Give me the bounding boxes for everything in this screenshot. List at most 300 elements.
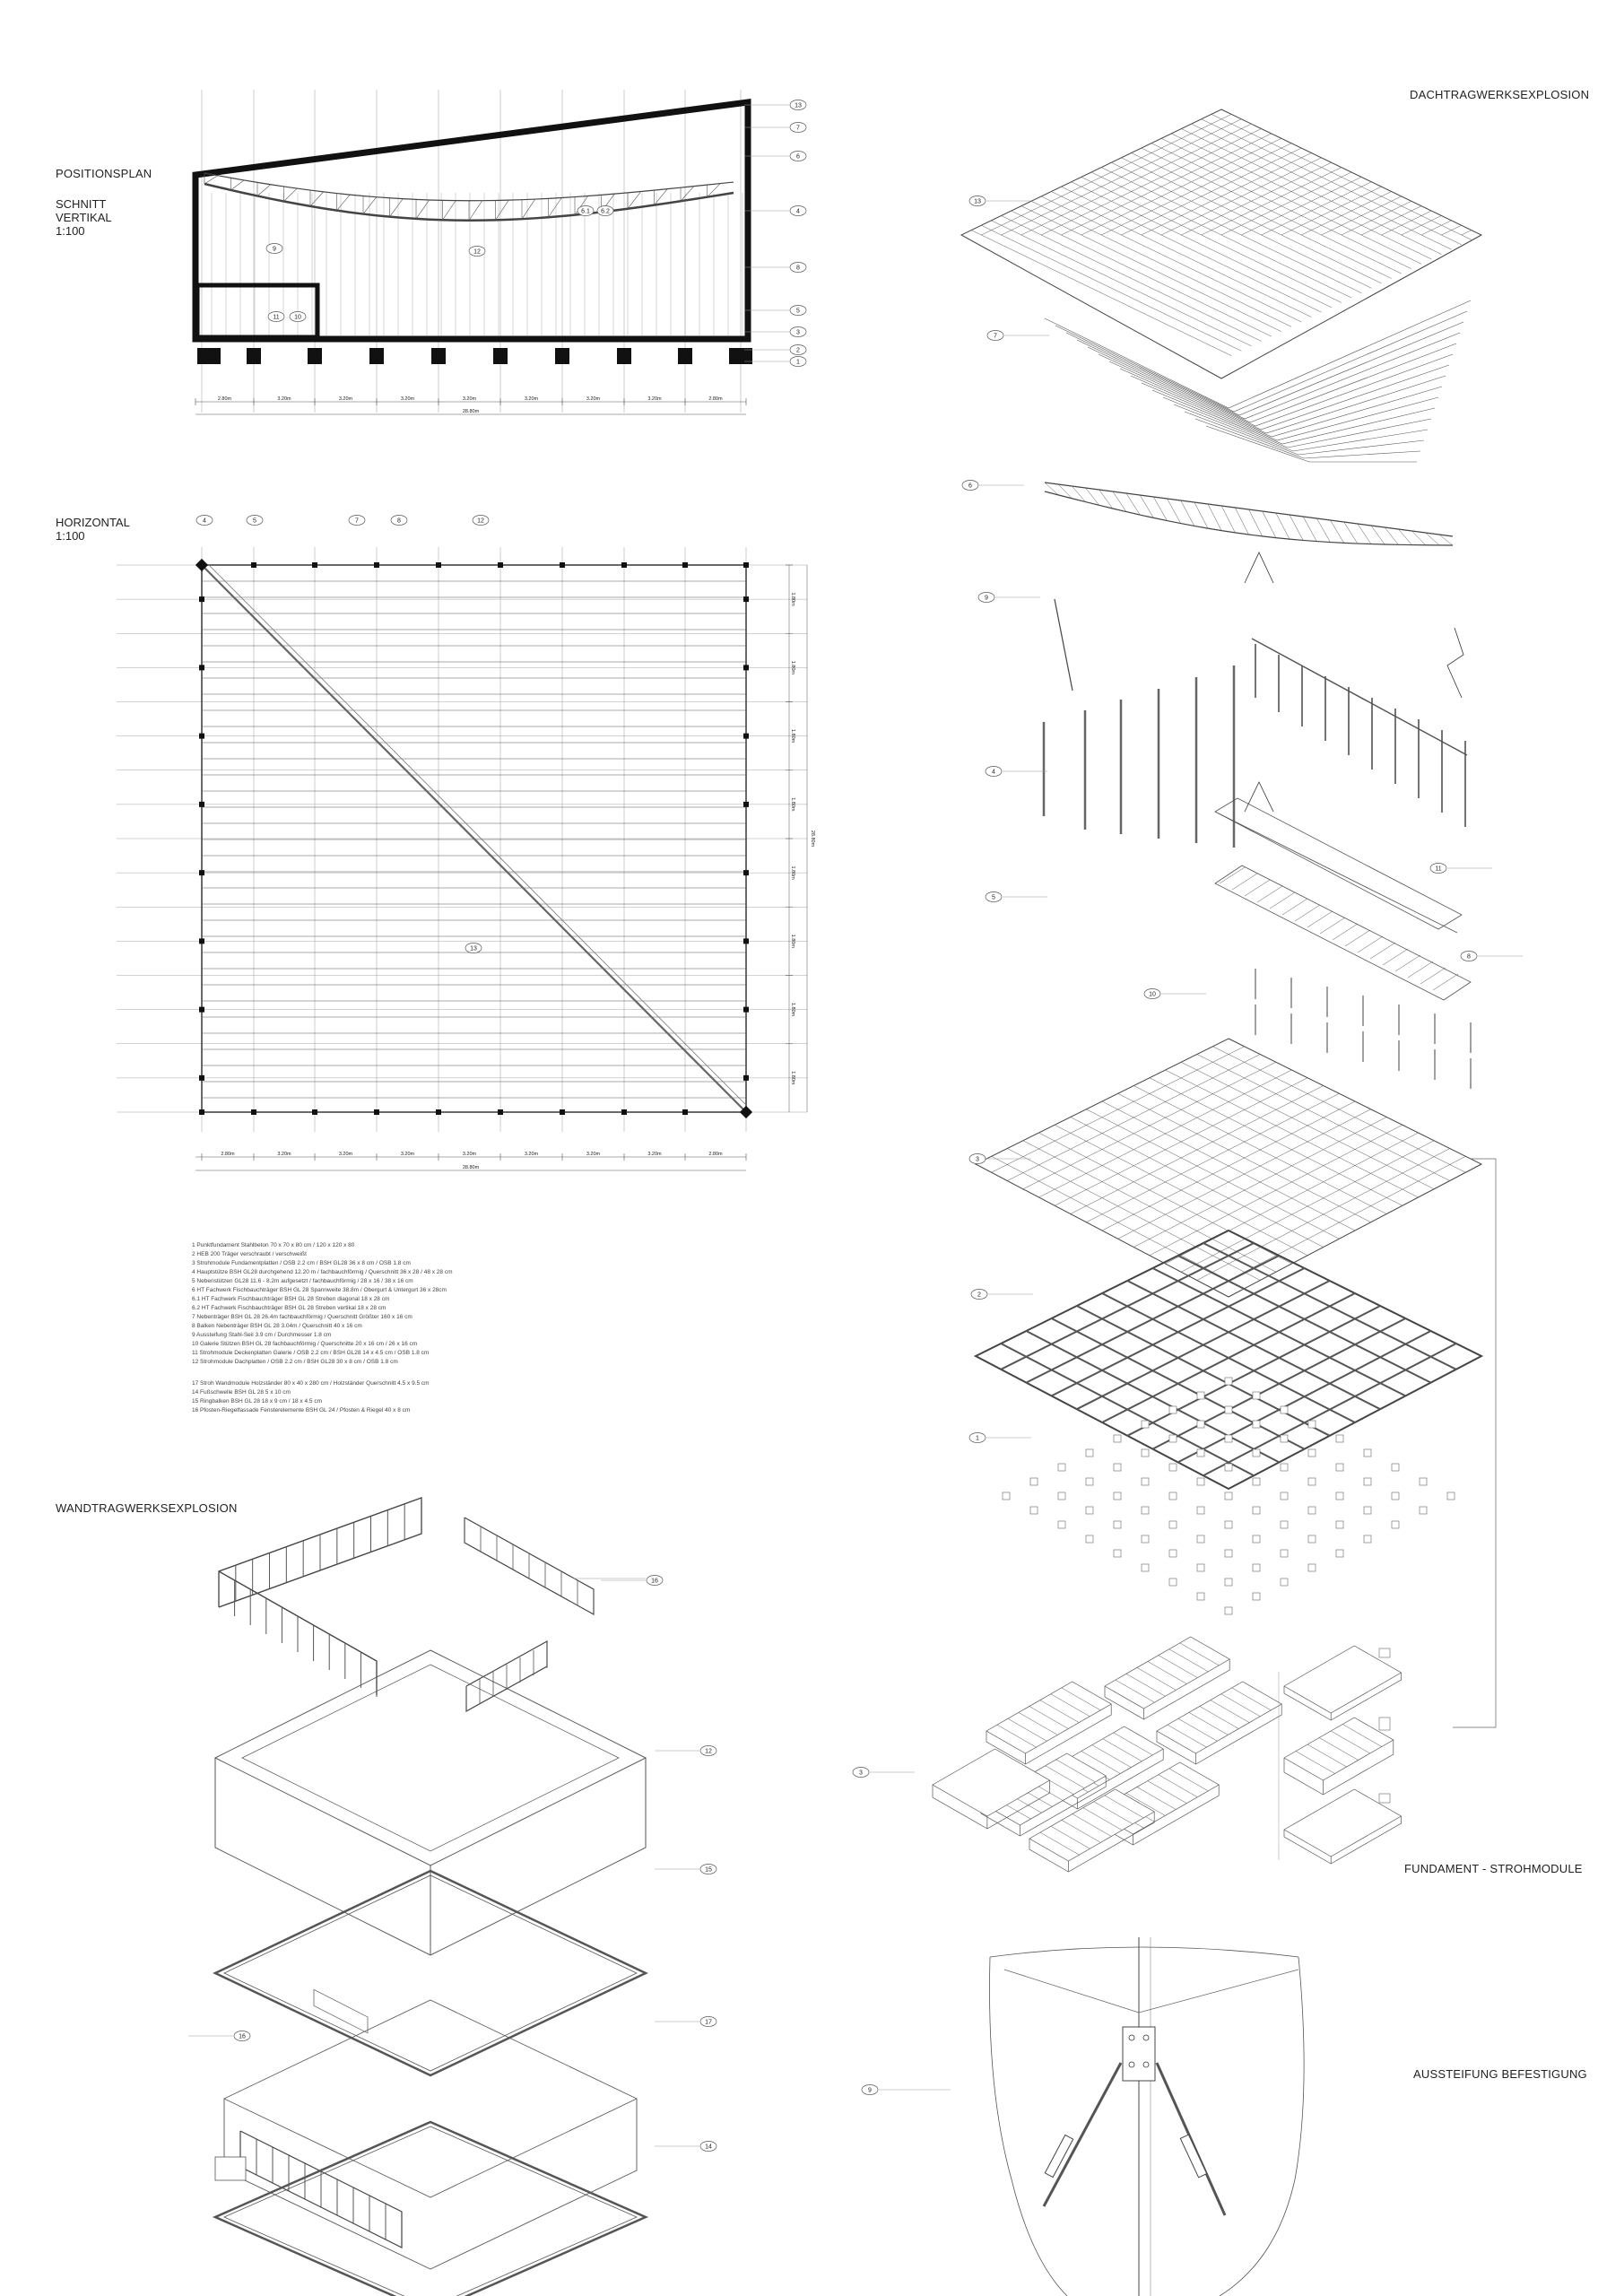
point-foundation: [1114, 1492, 1121, 1500]
secondary-beam: [1142, 383, 1438, 440]
gallery-joist: [1370, 943, 1395, 959]
point-foundation: [1169, 1406, 1177, 1413]
dimension-value: 2.80m: [221, 1152, 235, 1157]
secondary-beam: [1088, 344, 1456, 422]
truss-diagonal: [1371, 526, 1385, 544]
legend-item: 3 Strohmodule Fundamentplatten / OSB 2.2 cm / BSH GL28 36 x 8 cm / OSB 1.8 cm: [192, 1260, 411, 1266]
column: [743, 562, 749, 568]
point-foundation: [1281, 1578, 1288, 1586]
plan-marker: 8: [397, 517, 401, 525]
point-foundation: [1253, 1449, 1260, 1457]
detail-marker: 9: [868, 2087, 872, 2094]
truss-diagonal: [416, 200, 430, 219]
truss-diagonal: [310, 192, 324, 206]
dimension-value: 3.20m: [647, 1152, 662, 1157]
roof-board: [1062, 134, 1272, 235]
foundation-block: [493, 348, 508, 364]
gallery-frame: [1215, 865, 1471, 1000]
truss-diagonal: [1385, 527, 1398, 544]
module-joint-piece: [1379, 1718, 1390, 1730]
foundation-block: [431, 348, 446, 364]
roof-explosion-drawing: [853, 109, 1523, 1778]
truss-diagonal: [469, 201, 482, 221]
column: [312, 1109, 317, 1115]
roof-marker: 5: [992, 894, 995, 901]
bolt: [1129, 2035, 1134, 2040]
dimension-value: 3.20m: [400, 1152, 415, 1157]
point-foundation: [1308, 1535, 1316, 1543]
point-foundation: [1253, 1507, 1260, 1514]
point-foundation: [1420, 1507, 1427, 1514]
column: [743, 802, 749, 807]
roof-board: [1381, 211, 1431, 235]
point-foundation: [1336, 1435, 1343, 1442]
turnbuckle: [1045, 2135, 1073, 2177]
column: [560, 562, 565, 568]
gallery-deck-top: [1215, 798, 1462, 929]
point-foundation: [1197, 1421, 1204, 1428]
column: [560, 1109, 565, 1115]
gallery-joist: [1270, 892, 1295, 909]
positionsplan-title: POSITIONSPLAN: [56, 167, 152, 180]
foundation-block: [197, 348, 221, 364]
roof-board: [981, 225, 1241, 351]
point-foundation: [1308, 1478, 1316, 1485]
roof-board: [1342, 201, 1411, 235]
legend-item: 16 Pfosten-Riegelfassade Fensterelemente BSH GL 24 / Pfosten & Riegel 40 x 8 cm: [192, 1407, 411, 1413]
assembly-arrow: [1245, 552, 1273, 583]
dimension-value: 1.80m: [790, 865, 795, 880]
point-foundation: [1142, 1421, 1149, 1428]
dimension-value: 2.80m: [708, 396, 723, 402]
legend-item: 2 HEB 200 Träger verschraubt / verschweißt: [192, 1251, 307, 1257]
column: [743, 596, 749, 602]
dimension-value: 1.80m: [790, 660, 795, 675]
roof-marker: 4: [992, 769, 995, 776]
truss-diagonal: [1126, 493, 1140, 515]
point-foundation: [1281, 1406, 1288, 1413]
dimension-value: 1.80m: [790, 797, 795, 812]
secondary-beam: [1109, 361, 1449, 430]
legend-gap: [192, 1367, 658, 1379]
truss-diagonal: [1208, 504, 1221, 531]
point-foundation: [1225, 1435, 1232, 1442]
section-drawing: [195, 90, 806, 414]
point-foundation: [1114, 1521, 1121, 1528]
point-foundation: [1169, 1492, 1177, 1500]
bolt: [1143, 2062, 1149, 2067]
foundation-title: FUNDAMENT - STROHMODULE: [1404, 1862, 1583, 1875]
wall-marker: 12: [705, 1748, 712, 1755]
wall-opening: [314, 1989, 368, 2033]
point-foundation: [1336, 1550, 1343, 1557]
dimension-value: 1.80m: [790, 934, 795, 949]
truss-diagonal: [1249, 509, 1263, 536]
plan-marker: 12: [477, 517, 484, 525]
column: [199, 1007, 204, 1013]
point-foundation: [1392, 1521, 1399, 1528]
section-scale: 1:100: [56, 224, 85, 238]
dimension-total: 28.80m: [462, 1165, 480, 1170]
dimension-value: 3.20m: [277, 396, 291, 402]
truss-diagonal: [204, 176, 218, 184]
column: [743, 665, 749, 670]
column: [498, 1109, 503, 1115]
dimension-value: 1.80m: [790, 592, 795, 606]
legend-item: 8 Balken Nebenträger BSH GL 28 3.04m / Querschnitt 40 x 16 cm: [192, 1323, 362, 1329]
dimension-value: 2.80m: [217, 396, 232, 402]
point-foundation: [1308, 1449, 1316, 1457]
column: [374, 562, 379, 568]
point-foundation: [1281, 1435, 1288, 1442]
foundation-block: [555, 348, 569, 364]
truss-diagonal: [363, 197, 377, 214]
module-joint: [1212, 1156, 1465, 1289]
column: [436, 1109, 441, 1115]
roof-marker: 11: [1435, 865, 1442, 873]
lower-wall-sides: [224, 2099, 637, 2269]
point-foundation: [1308, 1421, 1316, 1428]
point-foundation: [1058, 1492, 1065, 1500]
dimension-value: 1.80m: [790, 728, 795, 744]
column: [743, 938, 749, 944]
gallery-box: [197, 285, 317, 337]
gallery-joist: [1433, 974, 1458, 990]
module-joint: [992, 1156, 1245, 1289]
wall-marker: 17: [705, 2019, 712, 2026]
roof-board: [1262, 182, 1372, 235]
truss-diagonal: [1398, 529, 1411, 545]
column: [199, 870, 204, 875]
point-foundation: [1308, 1507, 1316, 1514]
roof-board: [991, 221, 1251, 346]
column: [682, 1109, 688, 1115]
column: [199, 802, 204, 807]
detail-beam: [1004, 1970, 1139, 2013]
point-foundation: [1253, 1421, 1260, 1428]
point-foundation: [1086, 1449, 1093, 1457]
column: [743, 734, 749, 739]
point-foundation: [1003, 1492, 1010, 1500]
dimension-total: 28.80m: [462, 409, 480, 414]
legend-item: 1 Punktfundament Stahlbeton 70 x 70 x 80 cm / 120 x 120 x 80: [192, 1242, 355, 1248]
module-joint-piece: [1379, 1794, 1390, 1803]
truss-diagonal: [337, 195, 351, 211]
dimension-value: 1.80m: [790, 1002, 795, 1017]
foundation-block: [369, 348, 384, 364]
point-foundation: [1030, 1507, 1038, 1514]
section-marker: 6: [796, 153, 800, 161]
legend-item: 11 Strohmodule Deckenplatten Galerie / OSB 2.2 cm / BSH GL28 14 x 4.5 cm / OSB 1.8 cm: [192, 1350, 430, 1356]
dimension-value: 3.20m: [586, 396, 601, 402]
column: [312, 562, 317, 568]
section-label: 9: [273, 246, 276, 253]
sill-beam-outer: [215, 2122, 646, 2296]
module-joint: [1055, 1125, 1307, 1256]
wall-marker: 16: [651, 1578, 658, 1585]
section-marker: 1: [796, 359, 800, 366]
truss-diagonal: [1412, 531, 1426, 545]
column: [374, 1109, 379, 1115]
roof-board: [1221, 172, 1351, 235]
point-foundation: [1114, 1550, 1121, 1557]
module-joint: [1133, 1118, 1386, 1248]
detail-beam: [1139, 1970, 1298, 2013]
module-joint: [1181, 1141, 1434, 1273]
section-marker: 7: [796, 125, 800, 132]
point-foundation: [1281, 1521, 1288, 1528]
truss-diagonal: [284, 188, 298, 201]
point-foundation: [1336, 1464, 1343, 1471]
legend-item: 6 HT Fachwerk Fischbauchträger BSH GL 28 Spannweite 38.8m / Obergurt & Untergurt 36 x 28cm: [192, 1287, 447, 1293]
bolt: [1129, 2062, 1134, 2067]
point-foundation: [1281, 1492, 1288, 1500]
truss-diagonal: [390, 199, 404, 217]
steel-plate: [1123, 2027, 1155, 2081]
column: [199, 1109, 204, 1115]
point-foundation: [1336, 1521, 1343, 1528]
roof-board: [1181, 162, 1331, 235]
roof-marker: 6: [968, 483, 972, 490]
bracing-rod: [1055, 599, 1073, 691]
gallery-joist: [1220, 867, 1245, 883]
point-foundation: [1142, 1564, 1149, 1571]
steel-grid-outline: [976, 1231, 1481, 1489]
truss-diagonal: [443, 201, 456, 221]
gallery-joist: [1383, 949, 1408, 965]
point-foundation: [1225, 1378, 1232, 1385]
point-foundation: [1142, 1535, 1149, 1543]
truss-diagonal: [1344, 522, 1358, 544]
detail-boundary: [990, 1947, 1305, 2296]
truss-diagonal: [496, 200, 509, 220]
point-foundation: [1058, 1464, 1065, 1471]
wall-marker: 14: [705, 2144, 712, 2151]
point-foundation: [1281, 1464, 1288, 1471]
dimension-value: 3.20m: [524, 1152, 539, 1157]
truss-diagonal: [1235, 508, 1248, 535]
diagonal-truss-edge: [209, 565, 746, 1105]
point-foundation: [1336, 1492, 1343, 1500]
point-foundation: [1225, 1550, 1232, 1557]
point-foundation: [1197, 1392, 1204, 1399]
floor-modules-outline: [976, 1039, 1481, 1297]
point-foundation: [1253, 1392, 1260, 1399]
dimension-value: 3.20m: [338, 396, 353, 402]
column: [682, 562, 688, 568]
foundation-block: [678, 348, 692, 364]
point-foundation: [1142, 1449, 1149, 1457]
column: [743, 870, 749, 875]
truss-diagonal: [522, 199, 535, 219]
foundation-block: [308, 348, 322, 364]
turnbuckle: [1180, 2135, 1206, 2178]
section-label: 6.1: [581, 208, 590, 215]
point-foundation: [1308, 1564, 1316, 1571]
truss-diagonal: [549, 198, 562, 218]
plan-title-line-1: HORIZONTAL: [56, 516, 130, 529]
truss-diagonal: [1303, 517, 1316, 542]
section-label: 12: [473, 248, 481, 256]
roof-marker: 13: [974, 198, 981, 205]
gallery-joist: [1420, 968, 1446, 984]
gallery-joist: [1257, 886, 1282, 902]
point-foundation: [1225, 1464, 1232, 1471]
point-foundation: [1169, 1464, 1177, 1471]
truss-diagonal: [1331, 520, 1344, 543]
truss-diagonal: [1194, 502, 1208, 528]
truss-diagonal: [1140, 495, 1153, 517]
legend-item: 17 Stroh Wandmodule Holzständer 80 x 40 x 280 cm / Holzständer Querschnitt 4.5 x 9.5 cm: [192, 1380, 430, 1387]
point-foundation: [1197, 1564, 1204, 1571]
point-foundation: [1086, 1478, 1093, 1485]
legend-item: 6.2 HT Fachwerk Fischbauchträger BSH GL 28 Streben vertikal 18 x 28 cm: [192, 1305, 386, 1311]
foundation-modules-drawing: [933, 1637, 1402, 1872]
roof-marker: 10: [1149, 991, 1156, 998]
roof-marker: 2: [977, 1292, 981, 1299]
truss-bottom-chord: [1045, 491, 1453, 545]
roof-marker: 9: [985, 595, 988, 602]
roof-board: [1101, 144, 1291, 235]
plan-marker: 5: [253, 517, 256, 525]
component-legend: [192, 1241, 658, 1415]
column: [621, 562, 627, 568]
bracing-cable: [1044, 2063, 1121, 2206]
roof-marker: 3: [859, 1770, 863, 1777]
gallery-joist: [1282, 899, 1307, 915]
column: [199, 938, 204, 944]
plan-inner-label: 13: [470, 945, 477, 952]
section-label: 11: [273, 314, 280, 321]
lower-wall-top: [224, 2000, 637, 2197]
section-marker: 3: [796, 329, 800, 336]
point-foundation: [1281, 1550, 1288, 1557]
gallery-joist: [1320, 918, 1345, 934]
roof-deck-outline: [961, 109, 1481, 378]
point-foundation: [1225, 1521, 1232, 1528]
legend-item: 15 Ringbalken BSH GL 28 18 x 9 cm / 18 x 4.5 cm: [192, 1398, 322, 1405]
section-label: 10: [294, 314, 301, 321]
section-title: [56, 197, 112, 238]
point-foundation: [1447, 1492, 1455, 1500]
dimension-value: 3.20m: [586, 1152, 601, 1157]
roof-board: [1462, 230, 1472, 235]
wall-marker: 15: [705, 1866, 712, 1874]
gallery-joist: [1345, 930, 1370, 946]
point-foundation: [1253, 1478, 1260, 1485]
roof-marker: 3: [976, 1156, 979, 1163]
gallery-joist: [1408, 961, 1433, 978]
roof-marker: 7: [994, 333, 997, 340]
point-foundation: [1086, 1535, 1093, 1543]
section-label: 6.2: [601, 208, 610, 215]
point-foundation: [1142, 1507, 1149, 1514]
module-joint: [1197, 1149, 1450, 1281]
section-marker: 13: [795, 102, 802, 109]
dimension-value: 3.20m: [462, 396, 477, 402]
floor-plan-drawing: [117, 516, 815, 1171]
module-joint: [1150, 1125, 1403, 1256]
column: [199, 734, 204, 739]
wall-top-inner: [242, 1665, 619, 1851]
point-foundation: [1253, 1535, 1260, 1543]
dimension-value: 3.20m: [400, 396, 415, 402]
plan-scale: 1:100: [56, 529, 85, 543]
point-foundation: [1225, 1492, 1232, 1500]
point-foundation: [1364, 1478, 1371, 1485]
module-joint: [1023, 1141, 1276, 1273]
point-foundation: [1058, 1521, 1065, 1528]
column: [743, 1075, 749, 1081]
point-foundation: [1392, 1492, 1399, 1500]
gallery-joist: [1295, 905, 1320, 921]
column: [251, 1109, 256, 1115]
dimension-value: 2.80m: [708, 1152, 723, 1157]
point-foundation: [1197, 1449, 1204, 1457]
section-title-line-2: VERTIKAL: [56, 211, 112, 224]
truss-diagonal: [1153, 497, 1167, 521]
roof-board: [971, 230, 1231, 356]
foundation-block: [729, 348, 752, 364]
point-foundation: [1114, 1435, 1121, 1442]
point-foundation: [1253, 1593, 1260, 1600]
truss-diagonal: [1276, 513, 1290, 539]
foundation-block: [617, 348, 631, 364]
point-foundation: [1364, 1535, 1371, 1543]
point-foundation: [1169, 1521, 1177, 1528]
dimension-value: 3.20m: [338, 1152, 353, 1157]
legend-item: 10 Galerie Stützen BSH GL 28 fachbauchförmig / Querschnitte 20 x 16 cm / 26 x 16 cm: [192, 1341, 418, 1347]
point-foundation: [1197, 1507, 1204, 1514]
point-foundation: [1197, 1535, 1204, 1543]
secondary-beam: [1055, 311, 1467, 412]
column: [199, 1075, 204, 1081]
secondary-beam: [1163, 397, 1431, 448]
roof-board: [1301, 192, 1391, 235]
section-marker: 8: [796, 265, 800, 272]
point-foundation: [1169, 1550, 1177, 1557]
point-foundation: [1364, 1507, 1371, 1514]
gallery-joist: [1358, 936, 1383, 952]
column: [743, 1007, 749, 1013]
dimension-value: 3.20m: [524, 396, 539, 402]
point-foundation: [1392, 1464, 1399, 1471]
gallery-joist: [1307, 911, 1333, 927]
dimension-value: 3.20m: [277, 1152, 291, 1157]
legend-item: 12 Strohmodule Dachplatten / OSB 2.2 cm / BSH GL28 30 x 8 cm / OSB 1.8 cm: [192, 1359, 398, 1365]
legend-item: 5 Nebenstützen GL28 11.6 - 8.2m aufgesetzt / fachbauchförmig / 28 x 16 / 38 x 16 cm: [192, 1278, 413, 1284]
column: [621, 1109, 627, 1115]
point-foundation: [1030, 1478, 1038, 1485]
column: [199, 596, 204, 602]
truss-diagonal: [1316, 518, 1330, 543]
legend-item: 6.1 HT Fachwerk Fischbauchträger BSH GL 28 Streben diagonal 18 x 28 cm: [192, 1296, 390, 1302]
roof-marker: 8: [1467, 953, 1471, 961]
wall-explosion-title: WANDTRAGWERKSEXPLOSION: [56, 1501, 238, 1515]
plan-title: [56, 516, 130, 543]
point-foundation: [1253, 1564, 1260, 1571]
point-foundation: [1114, 1464, 1121, 1471]
legend-item: 7 Nebenträger BSH GL 28 26.4m fachbauchförmig / Querschnitt Größter 160 x 16 cm: [192, 1314, 413, 1320]
gallery-joist: [1232, 874, 1257, 890]
wall-top-outer: [215, 1650, 646, 1866]
edge-beam: [1252, 639, 1467, 755]
roof-explosion-title: DACHTRAGWERKSEXPLOSION: [1410, 88, 1590, 101]
module-joint-piece: [1379, 1648, 1390, 1657]
column: [199, 665, 204, 670]
truss-diagonal: [1290, 515, 1303, 540]
column: [436, 562, 441, 568]
